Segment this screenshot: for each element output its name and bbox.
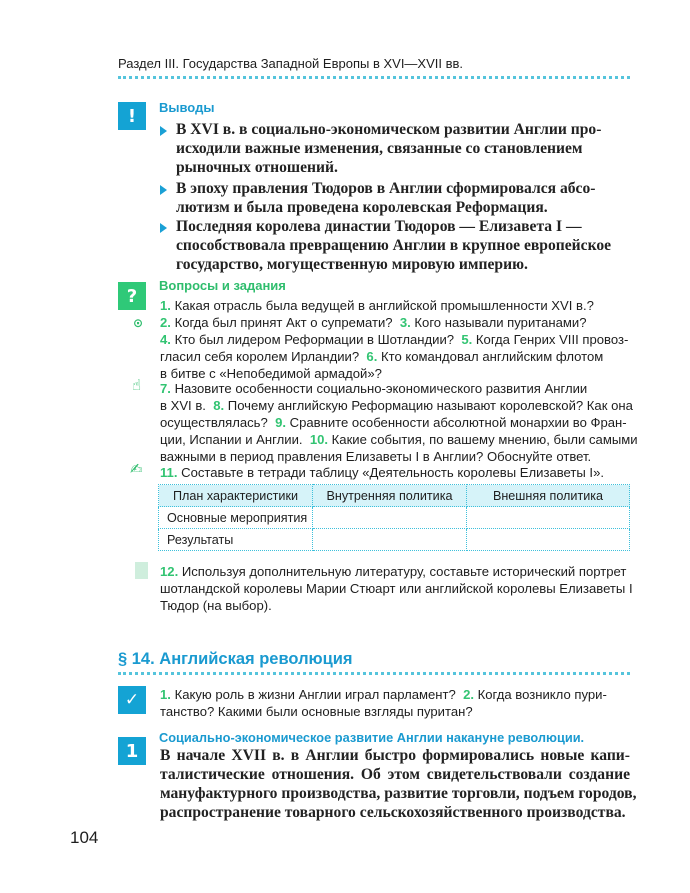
question-number: 9. [275,415,286,430]
table-header-row [159,485,630,507]
question-line-10 [160,448,640,465]
body-line: талистические отношения. Об этом свидетельствовали создание [160,766,630,783]
conclusion-2-line-1: В эпоху правления Тюдоров в Англии сформировался абсо- [176,180,596,197]
questions-heading: Вопросы и задания [159,278,286,293]
conclusion-3-line-2: способствовала превращению Англии в крупное европейское [176,237,612,254]
question-line-4 [160,348,640,365]
question-number: 3. [399,315,411,330]
table-cell [467,507,630,529]
bullet-triangle-icon [160,126,167,136]
book-icon [135,562,148,579]
question-line-6 [160,380,640,397]
conclusion-item-2 [176,179,636,217]
table-header-cell: План характеристики [159,485,313,507]
question-text: Когда возникло пури- [477,687,607,702]
question-line-8 [160,414,640,431]
question-text: Кто был лидером Реформации в Шотландии? [174,332,455,347]
question-text: в XVI в. [160,398,206,413]
question-number: 4. [160,332,171,347]
number-one-icon: 1 [118,737,146,765]
header-divider [118,76,630,79]
question-line-13 [160,580,640,597]
question-text: Назовите особенности социально-экономического развития Англии [174,381,588,396]
intro-question-line-2 [160,703,640,720]
table-header-cell: Внешняя политика [467,485,630,507]
question-icon: ? [118,282,146,310]
question-text: Используя дополнительную литературу, составьте исторический портрет [181,564,627,579]
conclusions-heading: Выводы [159,100,215,115]
elizabeth-activity-table [158,484,630,551]
conclusion-1-line-2: исходили важные изменения, связанные со становлением [176,140,583,157]
question-text: шотландской королевы Марии Стюарт или английской королевы Елизаветы I [160,581,633,596]
question-text: Почему английскую Реформацию называют королевской? Как она [227,398,633,413]
question-number: 8. [213,398,225,413]
question-text: Кто командовал английским флотом [380,349,604,364]
hand-pointer-icon: ☝ [132,377,142,394]
question-line-3 [160,331,640,348]
question-text: Когда Генрих VIII провоз- [475,332,629,347]
question-line-14 [160,597,640,614]
conclusion-1-line-1: В XVI в. в социально-экономическом развитии Англии про- [176,121,602,138]
exclamation-icon: ! [118,102,146,130]
question-number: 5. [461,332,473,347]
question-text: Тюдор (на выбор). [160,598,272,613]
section-title: § 14. Английская революция [118,650,353,668]
question-number: 2. [463,687,474,702]
question-line-11 [160,464,640,481]
pencil-icon: ✍ [130,461,143,478]
question-text: Какие события, по вашему мнению, были самыми [331,432,638,447]
intro-question-line-1 [160,686,640,703]
section-divider [118,672,630,675]
question-text: осуществлялась? [160,415,268,430]
question-number: 1. [160,298,171,313]
question-line-2 [160,314,640,331]
body-line: распространение товарного сельскохозяйственного производства. [160,804,626,821]
question-number: 2. [160,315,171,330]
question-line-1 [160,297,640,314]
question-text: Какую роль в жизни Англии играл парламент? [174,687,456,702]
table-row-label: Результаты [159,529,313,551]
question-text: гласил себя королем Ирландии? [160,349,360,364]
table-cell [467,529,630,551]
question-text: в битве с «Непобедимой армадой»? [160,366,382,381]
conclusion-item-3 [176,217,636,274]
question-text: важными в период правления Елизаветы I в Англии? Обоснуйте ответ. [160,449,592,464]
question-text: ции, Испании и Англии. [160,432,303,447]
question-line-12 [160,563,640,580]
table-cell [313,529,467,551]
table-row [159,529,630,551]
body-line: В начале XVII в. в Англии быстро формировались новые капи- [160,747,630,764]
question-number: 10. [309,432,329,447]
question-text: Сравните особенности абсолютной монархии во Фран- [289,415,627,430]
conclusion-1-line-3: рыночных отношений. [176,159,338,176]
check-icon: ✓ [118,686,146,714]
question-number: 6. [366,349,378,364]
table-cell [313,507,467,529]
conclusion-3-line-1: Последняя королева династии Тюдоров — Елизавета I — [176,218,582,235]
body-line: мануфактурного производства, развитие торговли, подъем городов, [160,785,637,802]
question-number: 11. [160,465,178,480]
conclusion-item-1 [176,120,636,177]
question-text: Какая отрасль была ведущей в английской промышленности XVI в.? [174,298,594,313]
page-header-title: Раздел III. Государства Западной Европы в XVI—XVII вв. [118,56,464,71]
question-line-7 [160,397,640,414]
question-number: 1. [160,687,171,702]
table-row [159,507,630,529]
page-number: 104 [70,828,99,847]
table-row-label: Основные мероприятия [159,507,313,529]
bullet-triangle-icon [160,223,167,233]
question-line-9 [160,431,640,448]
conclusion-3-line-3: государство, могущественную мировую империю. [176,256,528,273]
conclusion-2-line-2: лютизм и была проведена королевская Реформация. [176,199,548,216]
question-text: Когда был принят Акт о супремати? [174,315,393,330]
question-text: Кого называли пуританами? [414,315,587,330]
bullet-triangle-icon [160,185,167,195]
question-text: танство? Какими были основные взгляды пуритан? [160,704,473,719]
target-icon: ⊙ [133,316,144,330]
question-number: 7. [160,381,171,396]
question-text: Составьте в тетради таблицу «Деятельность королевы Елизаветы I». [181,465,604,480]
question-number: 12. [160,564,179,579]
table-header-cell: Внутренняя политика [313,485,467,507]
subsection-heading: Социально-экономическое развитие Англии накануне революции. [159,730,585,745]
